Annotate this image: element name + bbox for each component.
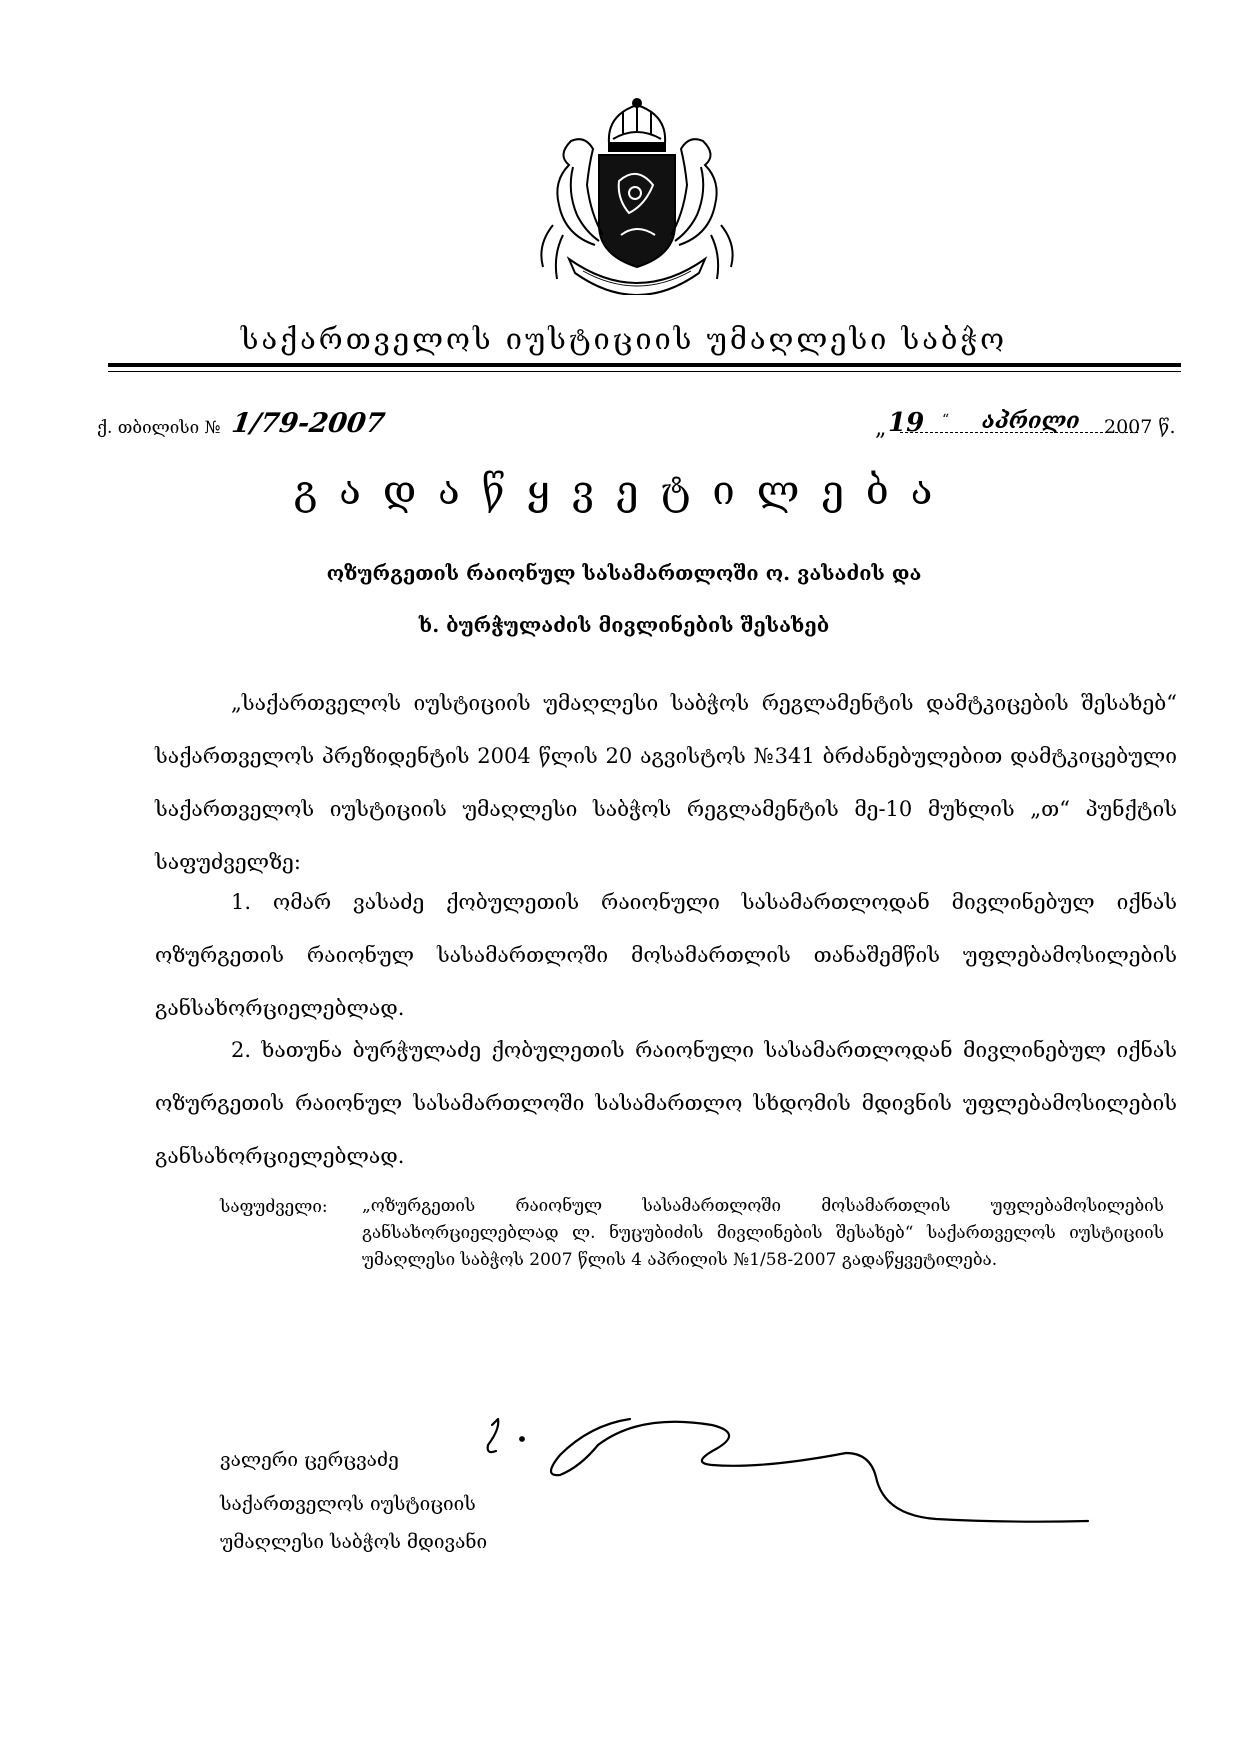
header-divider-thick (108, 363, 1181, 367)
document-number: 1/79-2007 (229, 408, 387, 439)
coat-of-arms-emblem (513, 95, 761, 295)
preamble-text: „საქართველოს იუსტიციის უმაღლესი საბჭოს რეგლამენტის დამტკიცების შესახებ“ საქართველოს პრეზიდენტის 2004 წლის 20 აგვისტოს №341 ბრძანებულებით დამტკიცებული საქართველოს იუსტიციის უმაღლესი საბჭოს რეგლამენტის მე-10 მუხლის „თ“ პუნქტის საფუძველზე: (155, 691, 1177, 874)
decision-item-2-text: 2. ხათუნა ბურჭულაძე ქობულეთის რაიონული სასამართლოდან მივლინებულ იქნას ოზურგეთის რაიონულ სასამართლოში სასამართლო სხდომის მდივნის უფლებამოსილების განსახორციელებლად. (155, 1038, 1177, 1168)
decision-item-1-text: 1. ომარ ვასაძე ქობულეთის რაიონული სასამართლოდან მივლინებულ იქნას ოზურგეთის რაიონულ სასამართლოში მოსამართლის თანაშემწის უფლებამოსილების განსახორციელებლად. (155, 890, 1177, 1020)
decision-item-1 (155, 876, 1177, 1035)
issue-place: ქ. თბილისი № (97, 418, 221, 438)
handwritten-signature (480, 1415, 1100, 1535)
signer-name: ვალერი ცერცვაძე (220, 1449, 399, 1471)
date-close-quote: “ (942, 412, 950, 428)
document-title: გადაწყვეტილება (293, 468, 955, 514)
basis-label: საფუძველი: (220, 1197, 328, 1217)
date-day: 19 (888, 408, 925, 438)
date-year: 2007 წ. (1104, 416, 1176, 438)
issue-date (860, 408, 1176, 442)
header-divider-thin (108, 371, 1181, 372)
institution-name: საქართველოს იუსტიციის უმაღლესი საბჭო (240, 322, 1008, 356)
decision-item-2 (155, 1024, 1177, 1183)
signer-position-line-1: საქართველოს იუსტიციის (220, 1493, 476, 1515)
basis-text: „ოზურგეთის რაიონულ სასამართლოში მოსამართლის უფლებამოსილების განსახორციელებლად ლ. ნუცუბიძის მივლინების შესახებ“ საქართველოს იუსტიციის უმაღლესი საბჭოს 2007 წლის 4 აპრილის №1/58-2007 გადაწყვეტილება. (362, 1196, 1164, 1270)
subject-line-2: ხ. ბურჭულაძის მივლინების შესახებ (418, 613, 830, 637)
subject-line-1: ოზურგეთის რაიონულ სასამართლოში ო. ვასაძის და (326, 561, 922, 585)
preamble-paragraph (155, 677, 1177, 889)
date-month: აპრილი (982, 408, 1080, 434)
signer-position-line-2: უმაღლესი საბჭოს მდივანი (220, 1531, 488, 1553)
date-open-quote: „ (875, 416, 887, 441)
